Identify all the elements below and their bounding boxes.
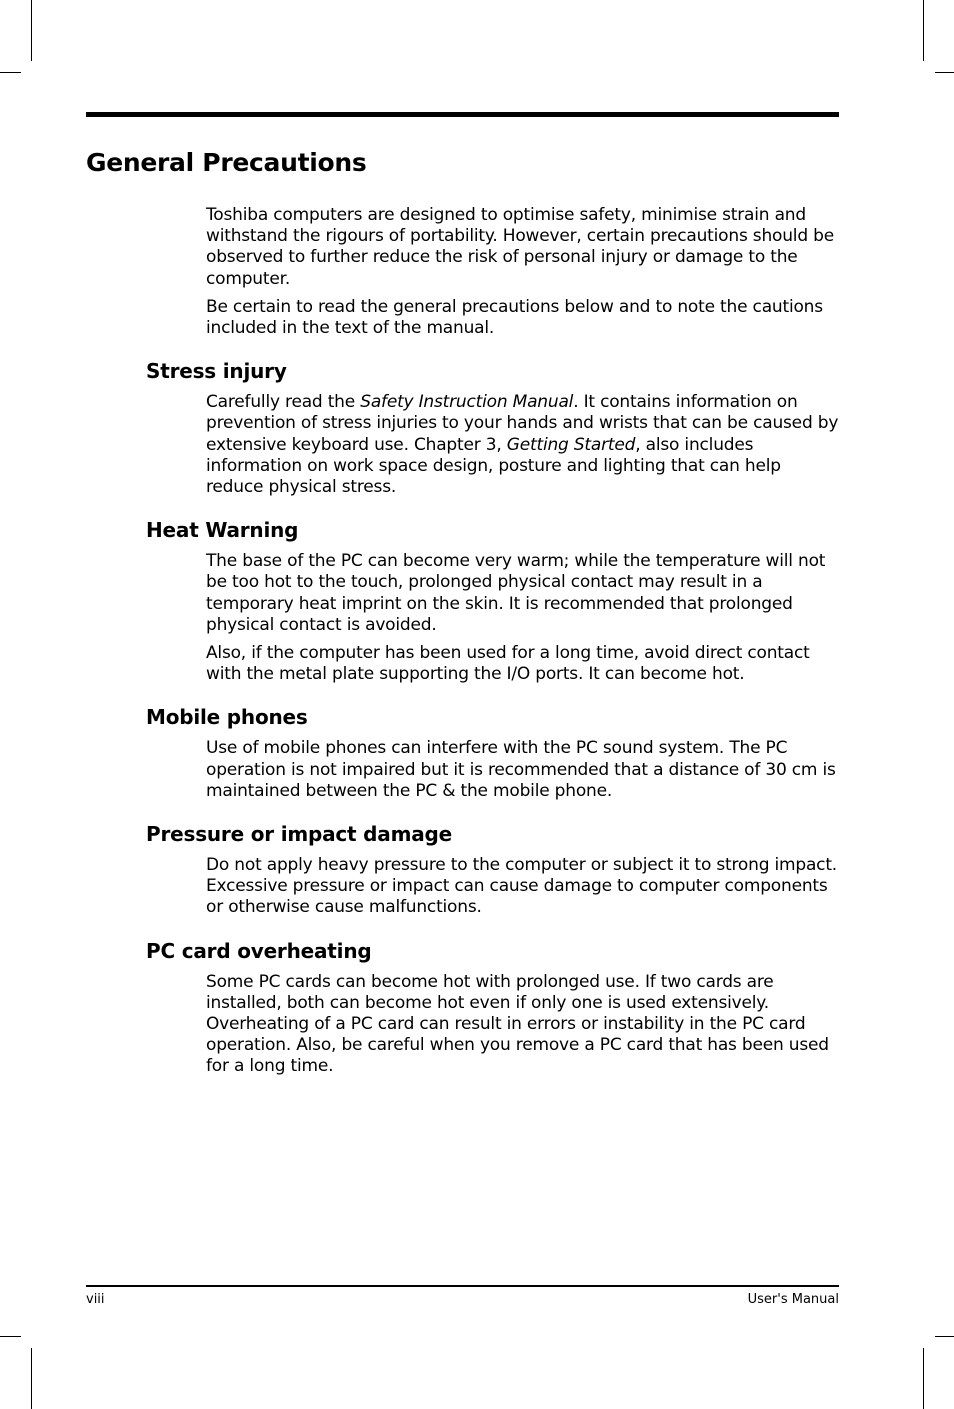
stress-injury-paragraph	[206, 392, 840, 498]
text-run: , also includes information on work space design, posture and lighting that can help reduce physical stress.	[206, 434, 781, 498]
top-rule	[86, 112, 839, 117]
safety-manual-reference: Safety Instruction Manual	[360, 392, 574, 413]
crop-mark	[923, 1348, 924, 1409]
heat-warning-paragraph: The base of the PC can become very warm; while the temperature will not be too hot to the touch, prolonged physical contact may result in a temporary heat imprint on the skin. It is recommended that prolonged physical contact is avoided.	[206, 551, 826, 635]
intro-paragraph: Be certain to read the general precautions below and to note the cautions included in the text of the manual.	[206, 296, 823, 339]
chapter-reference: Getting Started	[506, 434, 636, 455]
document-title: User's Manual	[747, 1292, 839, 1307]
section-heading-heat-warning: Heat Warning	[146, 518, 299, 543]
heat-warning-paragraph: Also, if the computer has been used for a long time, avoid direct contact with the metal plate supporting the I/O ports. It can become hot.	[206, 643, 810, 685]
crop-mark	[935, 72, 954, 73]
mobile-phones-paragraph: Use of mobile phones can interfere with the PC sound system. The PC operation is not impaired but it is recommended that a distance of 30 cm is maintained between the PC & the mobile phone.	[206, 738, 836, 801]
page-title: General Precautions	[86, 148, 367, 177]
section-heading-pressure-damage: Pressure or impact damage	[146, 822, 453, 847]
section-heading-stress-injury: Stress injury	[146, 359, 287, 384]
page-number: viii	[86, 1292, 105, 1307]
section-heading-pc-card-overheating: PC card overheating	[146, 938, 372, 963]
crop-mark	[31, 1348, 32, 1409]
crop-mark	[31, 0, 32, 61]
pc-card-overheating-paragraph: Some PC cards can become hot with prolonged use. If two cards are installed, both can become hot even if only one is used extensively. Overheating of a PC card can result in errors or instability in the PC card operation. Also, be careful when you remove a PC card that has been used for a long time.	[206, 971, 829, 1077]
intro-paragraph: Toshiba computers are designed to optimise safety, minimise strain and withstand the rigours of portability. However, certain precautions should be observed to further reduce the risk of personal injury or damage to the computer.	[206, 205, 834, 289]
crop-mark	[0, 1336, 21, 1337]
pressure-damage-paragraph: Do not apply heavy pressure to the computer or subject it to strong impact. Excessive pressure or impact can cause damage to computer components or otherwise cause malfunctions.	[206, 855, 837, 918]
crop-mark	[935, 1336, 954, 1337]
bottom-rule	[86, 1285, 839, 1287]
text-run: . It contains information on prevention of stress injuries to your hands and wrists that can be caused by extensive keyboard use. Chapter 3,	[206, 392, 839, 455]
crop-mark	[923, 0, 924, 61]
text-run: Carefully read the	[206, 392, 361, 413]
crop-mark	[0, 72, 21, 73]
section-heading-mobile-phones: Mobile phones	[146, 705, 308, 730]
content	[146, 205, 840, 1085]
